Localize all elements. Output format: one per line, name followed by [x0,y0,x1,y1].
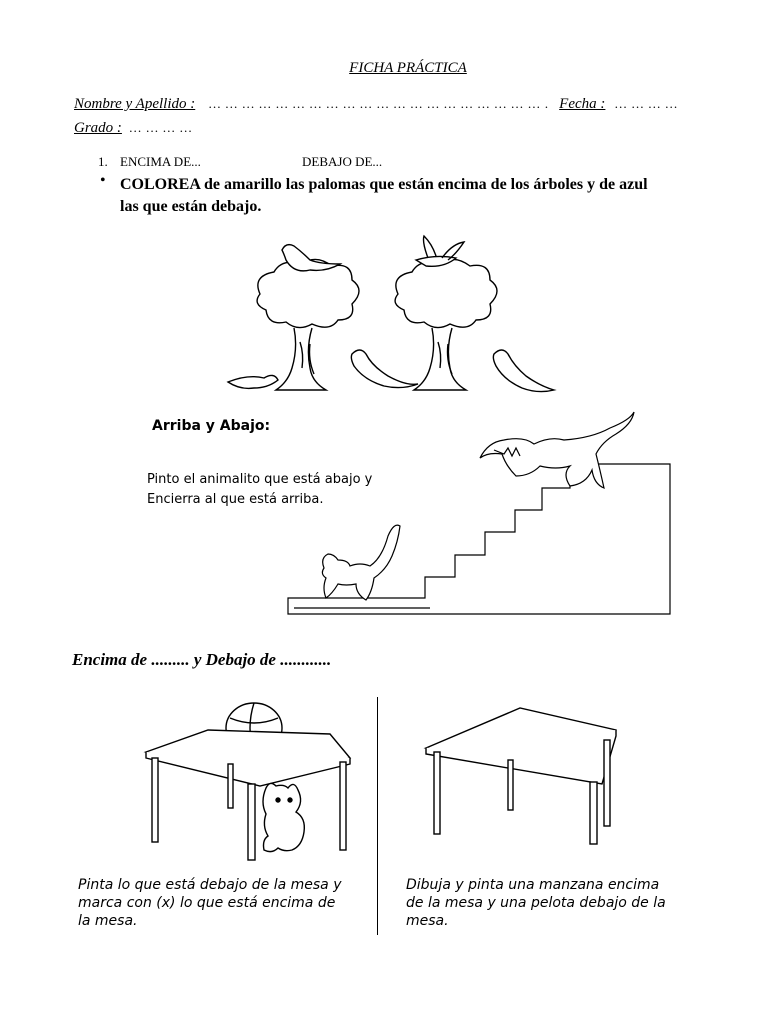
name-label: Nombre y Apellido : [74,96,196,112]
instruction-line-2: las que están debajo. [120,198,262,215]
item-number: 1. [98,154,108,169]
fecha-label: Fecha : [559,96,606,112]
bullet: • [100,172,106,189]
arriba-abajo-title: Arriba y Abajo: [152,418,271,434]
right-caption [406,876,706,930]
debajo-label: DEBAJO DE... [302,154,383,169]
left-caption-line-3: la mesa. [78,913,138,929]
trees-pigeons-illustration [220,232,560,402]
encima-label: ENCIMA DE... [120,154,201,169]
grado-dots: … … … … [129,120,193,135]
left-caption-line-2: marca con (x) lo que está encima de [78,895,336,911]
grado-row [74,120,193,137]
staircase-illustration [280,412,680,622]
instruction [120,174,700,218]
left-table-illustration [140,700,370,870]
right-caption-line-3: mesa. [406,913,449,929]
left-caption-line-1: Pinta lo que está debajo de la mesa y [78,877,342,893]
name-row [74,96,678,113]
arriba-line-1: Pinto el animalito que está abajo y [147,472,373,487]
section3-heading: Encima de ......... y Debajo de ............ [72,650,332,669]
name-dots: … … … … … … … … … … … … … … … … … … … … . [208,96,550,111]
arriba-line-2: Encierra al que está arriba. [147,492,324,507]
left-caption [78,876,378,930]
instruction-line-1: COLOREA de amarillo las palomas que están encima de los árboles y de azul [120,176,648,193]
right-caption-line-2: de la mesa y una pelota debajo de la [406,895,666,911]
grado-label: Grado : [74,120,122,136]
right-caption-line-1: Dibuja y pinta una manzana encima [406,877,660,893]
page-title: FICHA PRÁCTICA [349,60,467,76]
fecha-dots: … … … … [615,96,679,111]
right-table-illustration [420,700,650,870]
